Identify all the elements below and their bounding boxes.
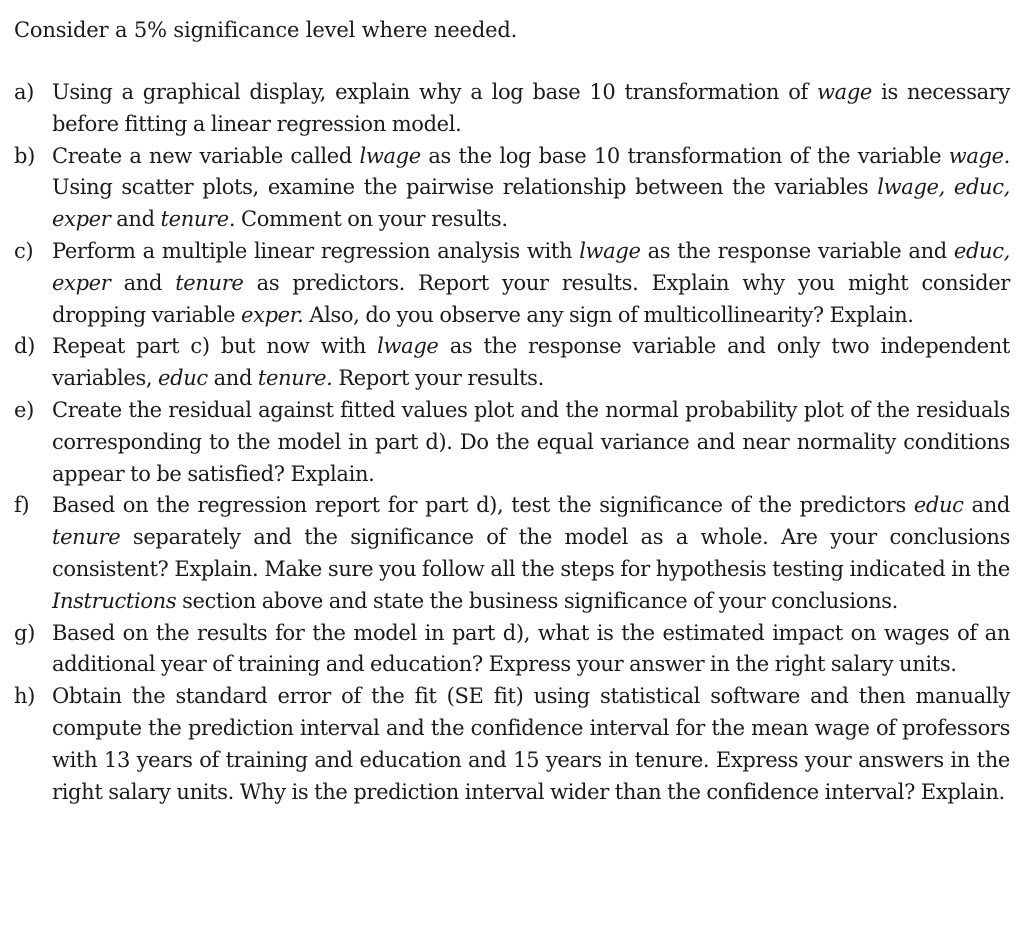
- question-list: [14, 77, 1010, 808]
- question-item: [14, 681, 1010, 808]
- italic-term: lwage: [579, 238, 641, 263]
- question-item: [14, 331, 1010, 395]
- intro-text: Consider a 5% significance level where needed.: [14, 18, 518, 42]
- italic-term: exper.: [241, 302, 304, 327]
- italic-term: tenure: [175, 270, 244, 295]
- document: [14, 14, 1010, 808]
- text-segment: . Comment on your results.: [228, 207, 508, 232]
- text-segment: Based on the regression report for part d), test the significance of the predictors: [52, 493, 914, 518]
- text-segment: Report your results.: [332, 366, 544, 391]
- question-marker: h): [14, 684, 36, 709]
- question-marker: f): [14, 493, 30, 518]
- text-segment: as the log base 10 transformation of the variable: [420, 143, 949, 168]
- text-segment: and: [207, 366, 258, 391]
- question-item: [14, 236, 1010, 331]
- italic-term: lwage, educ, exper: [52, 175, 1010, 232]
- italic-term: Instructions: [52, 588, 177, 613]
- question-item: [14, 141, 1010, 236]
- text-segment: Using a graphical display, explain why a log base 10 transformation of: [52, 80, 818, 104]
- italic-term: tenure: [160, 207, 229, 232]
- text-segment: and: [110, 270, 176, 295]
- question-text: [52, 684, 1010, 803]
- question-item: [14, 490, 1010, 617]
- italic-term: lwage: [359, 143, 421, 168]
- question-text: [52, 80, 1010, 136]
- question-text: [52, 239, 1010, 327]
- question-marker: e): [14, 397, 34, 422]
- text-segment: and: [963, 493, 1010, 518]
- question-text: [52, 398, 1010, 486]
- text-segment: Repeat part c) but now with: [52, 334, 378, 359]
- italic-term: wage.: [948, 143, 1010, 168]
- italic-term: educ: [158, 366, 208, 391]
- question-marker: a): [14, 80, 35, 104]
- text-segment: as predictors. Report your results. Explain why you might consider dropping variable: [52, 270, 1010, 327]
- italic-term: educ: [913, 493, 964, 518]
- question-text: [52, 144, 1010, 232]
- text-segment: Create a new variable called: [52, 143, 360, 168]
- text-segment: section above and state the business significance of your conclusions.: [176, 588, 898, 613]
- text-segment: Also, do you observe any sign of multicollinearity? Explain.: [303, 302, 914, 327]
- question-marker: b): [14, 143, 35, 168]
- question-text: [52, 493, 1010, 612]
- italic-term: tenure: [52, 525, 121, 550]
- text-segment: Using scatter plots, examine the pairwise relationship between the variables: [52, 175, 878, 200]
- text-segment: is necessary before fitting a linear regression model.: [52, 80, 1010, 136]
- italic-term: lwage: [377, 334, 439, 359]
- text-segment: and: [110, 207, 161, 232]
- text-segment: Perform a multiple linear regression analysis with: [52, 238, 580, 263]
- question-item: [14, 395, 1010, 490]
- italic-term: tenure.: [257, 366, 333, 391]
- text-segment: Obtain the standard error of the fit (SE fit) using statistical software and then manually compute the prediction interval and the confidence interval for the mean wage of professors with 13 years of training and education and 15 years in tenure. Express your answers in the right salary units. Why is the prediction interval wider than the confidence interval? Explain.: [52, 684, 1010, 804]
- question-marker: g): [14, 620, 35, 645]
- question-item: [14, 77, 1010, 141]
- question-item: [14, 618, 1010, 682]
- text-segment: as the response variable and: [640, 238, 954, 263]
- text-segment: separately and the significance of the model as a whole. Are your conclusions consistent? Explain. Make sure you follow all the steps for hypothesis testing indicated in the: [52, 525, 1010, 581]
- question-marker: c): [14, 238, 34, 263]
- text-segment: as the response variable and only two independent variables,: [52, 334, 1011, 391]
- italic-term: educ, exper: [52, 238, 1010, 295]
- text-segment: Based on the results for the model in part d), what is the estimated impact on wages of an additional year of training and education? Express your answer in the right salary units.: [52, 620, 1010, 677]
- question-text: [52, 621, 1010, 677]
- italic-term: wage: [817, 80, 873, 104]
- question-text: [52, 334, 1010, 390]
- text-segment: Create the residual against fitted values plot and the normal probability plot of the residuals corresponding to the model in part d). Do the equal variance and near normality conditions appear to be satisfied? Explain.: [52, 397, 1010, 486]
- question-marker: d): [14, 334, 35, 359]
